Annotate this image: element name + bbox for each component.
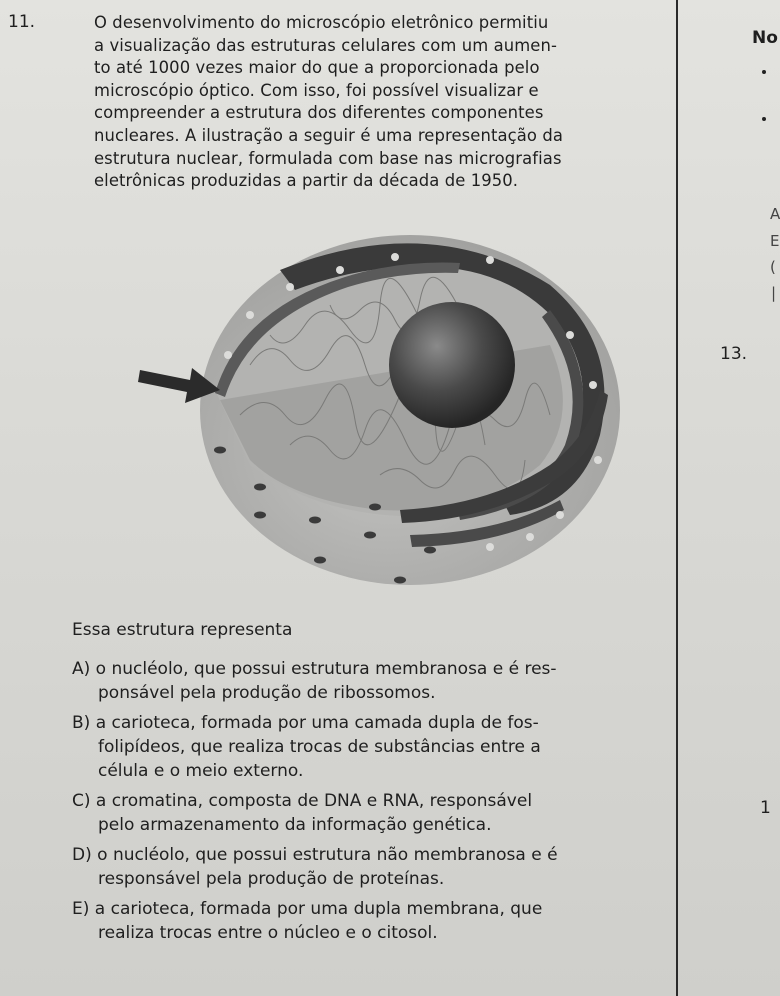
option-text: o nucléolo, que possui estrutura não membranosa e é	[97, 845, 558, 865]
option-b[interactable]	[72, 711, 672, 783]
question-13-number: 13.	[720, 344, 748, 364]
option-text: o nucléolo, que possui estrutura membranosa e é res-	[95, 659, 557, 679]
statement-line: to até 1000 vezes maior do que a proporcionada pelo	[94, 58, 540, 78]
option-text: pelo armazenamento da informação genética.	[98, 815, 492, 835]
option-d[interactable]	[72, 843, 672, 891]
statement-line: O desenvolvimento do microscópio eletrônico permitiu	[94, 13, 549, 32]
option-c[interactable]	[72, 789, 672, 837]
option-text: folipídeos, que realiza trocas de substâncias entre a	[98, 737, 541, 757]
option-text: a carioteca, formada por uma dupla membrana, que	[94, 899, 543, 919]
question-prompt: Essa estrutura representa	[72, 620, 293, 640]
option-text: célula e o meio externo.	[98, 761, 304, 781]
option-text: realiza trocas entre o núcleo e o citosol.	[98, 923, 438, 943]
statement-line: nucleares. A ilustração a seguir é uma representação da	[94, 125, 563, 145]
option-letter: E)	[72, 899, 90, 919]
right-letter-fragment: |	[771, 284, 777, 302]
option-letter: A)	[72, 659, 91, 679]
statement-line: estrutura nuclear, formulada com base nas micrografias	[94, 148, 562, 168]
option-letter: D)	[72, 845, 92, 865]
option-letter: B)	[72, 713, 91, 733]
right-column-heading-fragment: No	[752, 28, 778, 48]
bullet-dot	[762, 70, 766, 74]
option-a[interactable]	[72, 657, 672, 705]
question-statement	[94, 12, 654, 193]
option-e[interactable]	[72, 897, 672, 945]
question-14-fragment: 1	[760, 798, 771, 818]
option-text: a carioteca, formada por uma camada dupla de fos-	[95, 713, 539, 733]
right-letter-fragment: (	[770, 258, 776, 276]
statement-line: a visualização das estruturas celulares com um aumen-	[94, 35, 557, 55]
answer-options	[72, 657, 672, 951]
statement-line: microscópio óptico. Com isso, foi possível visualizar e	[94, 80, 539, 100]
nucleolus	[389, 302, 515, 428]
option-text: responsável pela produção de proteínas.	[98, 869, 445, 889]
bullet-dot	[762, 117, 766, 121]
statement-line: compreender a estrutura dos diferentes componentes	[94, 103, 544, 123]
option-letter: C)	[72, 791, 91, 811]
option-text: ponsável pela produção de ribossomos.	[98, 683, 436, 703]
right-letter-fragment: E	[770, 232, 780, 250]
statement-line: eletrônicas produzidas a partir da década de 1950.	[94, 171, 519, 191]
question-number: 11.	[8, 12, 36, 32]
column-divider	[676, 0, 678, 996]
right-letter-fragment: A	[770, 205, 780, 223]
option-text: a cromatina, composta de DNA e RNA, responsável	[95, 791, 533, 811]
nucleus-illustration	[130, 215, 620, 595]
